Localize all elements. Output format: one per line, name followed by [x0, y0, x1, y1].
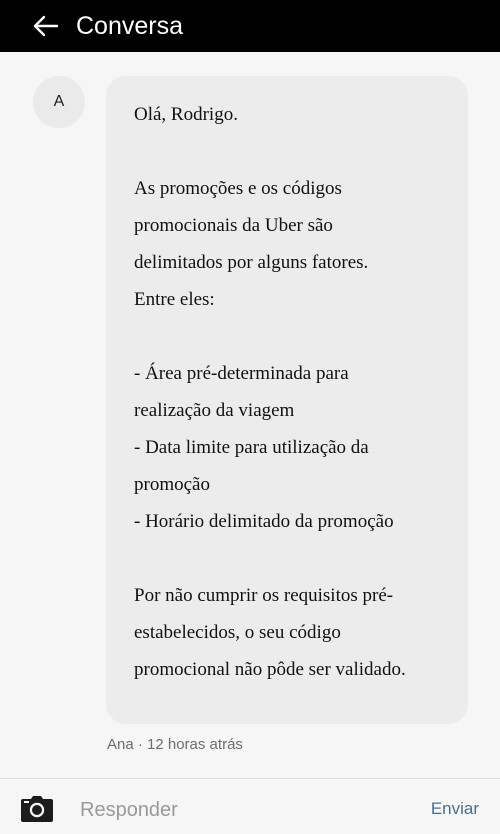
camera-button[interactable]: [20, 795, 54, 823]
reply-composer: [0, 779, 500, 834]
message-bubble: [106, 76, 468, 724]
message-line: - Data limite para utilização da: [134, 437, 369, 458]
avatar: [33, 76, 85, 128]
message-line: [134, 540, 454, 577]
message-line: realização da viagem: [134, 400, 295, 421]
message-line: promocional não pôde ser validado.: [134, 659, 406, 680]
message-line: Por não cumprir os requisitos pré-: [134, 585, 394, 606]
message-line: promoção: [134, 474, 210, 495]
message-line: Olá, Rodrigo.: [134, 104, 238, 125]
message-line: delimitados por alguns fatores.: [134, 252, 369, 273]
message-line: promocionais da Uber são: [134, 215, 333, 236]
arrow-left-icon: [33, 15, 59, 37]
message-line: - Área pré-determinada para: [134, 363, 349, 384]
message-line: Entre eles:: [134, 289, 215, 310]
camera-icon: [20, 795, 54, 823]
app-header: [0, 0, 500, 52]
avatar-initial: A: [53, 93, 65, 110]
message-line: [134, 318, 454, 355]
back-button[interactable]: [26, 6, 66, 46]
page-title: Conversa: [76, 11, 183, 40]
message-line: estabelecidos, o seu código: [134, 622, 341, 643]
message-line: - Horário delimitado da promoção: [134, 511, 394, 532]
send-button[interactable]: Enviar: [430, 799, 479, 818]
message-line: As promoções e os códigos: [134, 178, 342, 199]
message-meta: Ana · 12 horas atrás: [107, 736, 243, 753]
reply-input[interactable]: [80, 793, 380, 827]
message-line: [134, 133, 454, 170]
